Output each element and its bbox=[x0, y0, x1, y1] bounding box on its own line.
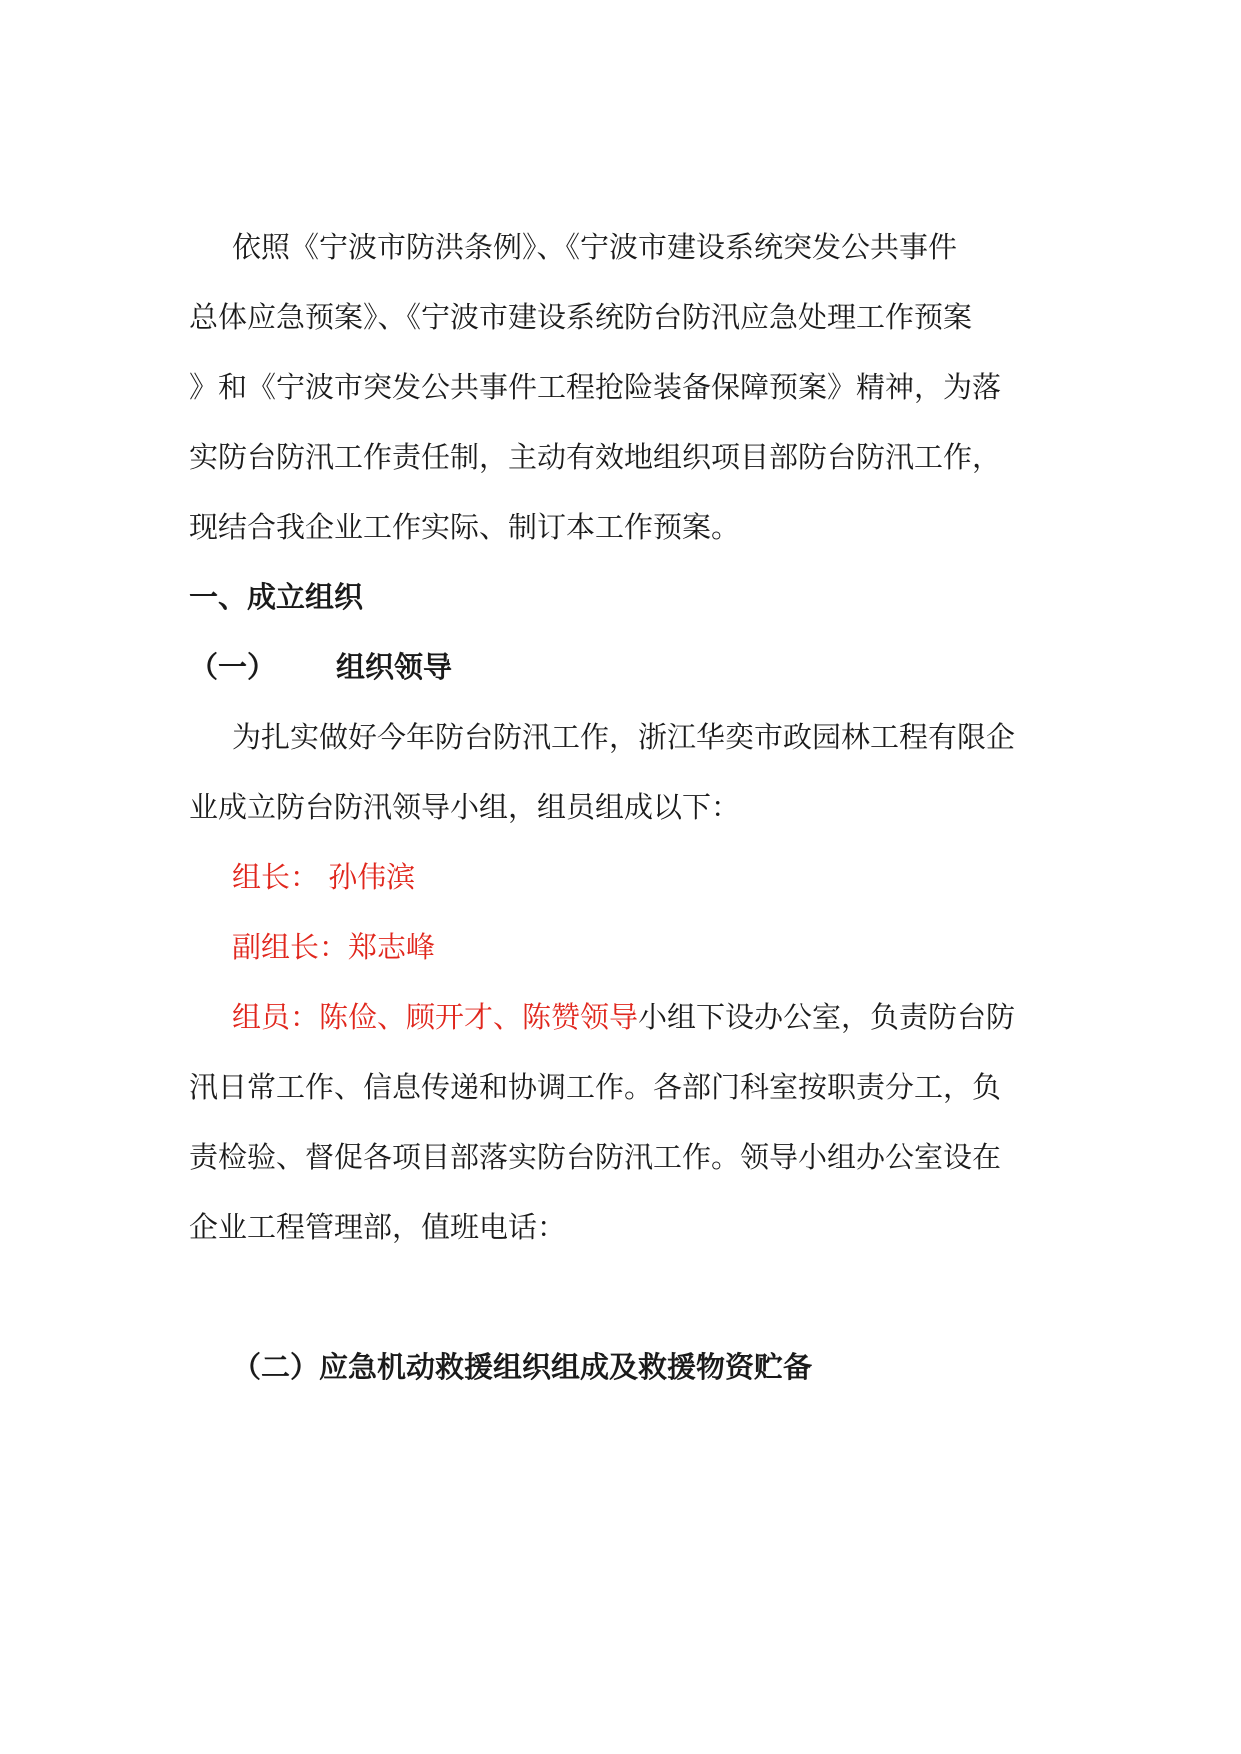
subsection-heading-emergency: （二）应急机动救援组织组成及救援物资贮备 bbox=[232, 1350, 813, 1384]
members-names: 组员：陈俭、顾开才、陈赞领导 bbox=[232, 1000, 639, 1034]
members-line bbox=[232, 997, 1015, 1037]
team-leader: 组长： 孙伟滨 bbox=[232, 860, 416, 894]
members-rest: 小组下设办公室，负责防台防 bbox=[638, 1000, 1016, 1034]
section-heading-organization: 一、成立组织 bbox=[189, 580, 364, 614]
subsection-number: （一） bbox=[189, 650, 277, 684]
intro-line-2: 总体应急预案》、《宁波市建设系统防台防汛应急处理工作预案 bbox=[189, 300, 973, 334]
leadership-line-1: 为扎实做好今年防台防汛工作，浙江华奕市政园林工程有限企 bbox=[232, 720, 1016, 754]
intro-line-3: 》和《宁波市突发公共事件工程抢险装备保障预案》精神，为落 bbox=[189, 370, 1002, 404]
subsection-title: 组织领导 bbox=[336, 650, 453, 684]
intro-line-5: 现结合我企业工作实际、制订本工作预案。 bbox=[189, 510, 741, 544]
deputy-leader: 副组长：郑志峰 bbox=[232, 930, 436, 964]
office-line-2: 责检验、督促各项目部落实防台防汛工作。领导小组办公室设在 bbox=[189, 1140, 1002, 1174]
office-line-1: 汛日常工作、信息传递和协调工作。各部门科室按职责分工，负 bbox=[189, 1070, 1002, 1104]
intro-line-4: 实防台防汛工作责任制，主动有效地组织项目部防台防汛工作， bbox=[189, 440, 1002, 474]
office-line-3: 企业工程管理部，值班电话： bbox=[189, 1210, 567, 1244]
subsection-heading-leadership bbox=[189, 647, 452, 687]
intro-line-1: 依照《宁波市防洪条例》、《宁波市建设系统突发公共事件 bbox=[232, 230, 958, 264]
leadership-line-2: 业成立防台防汛领导小组，组员组成以下： bbox=[189, 790, 741, 824]
